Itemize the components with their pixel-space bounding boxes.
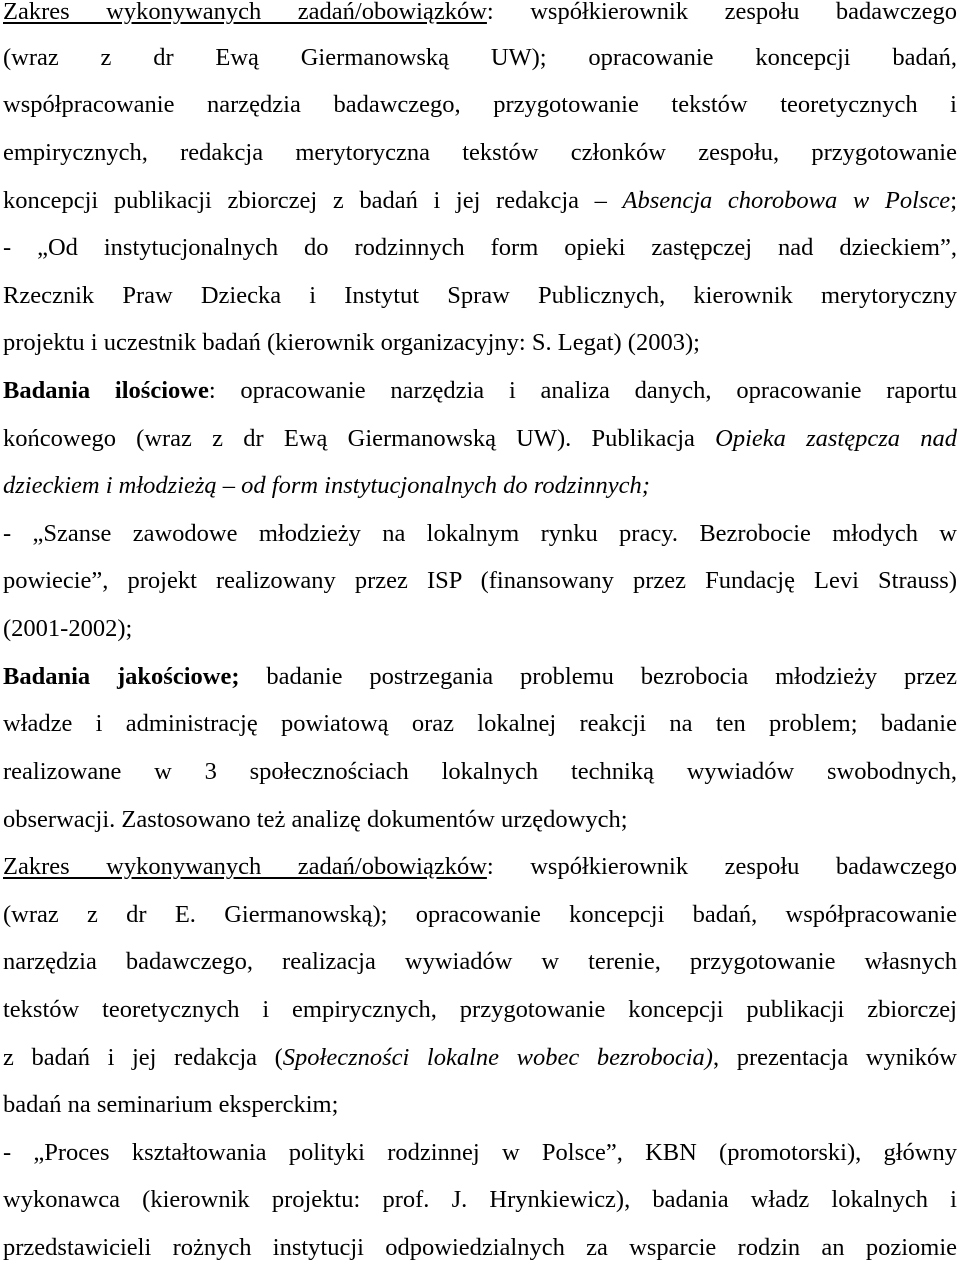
text-line xyxy=(3,469,957,503)
text-run: obserwacji. Zastosowano też analizę dokumentów urzędowych; xyxy=(3,806,628,833)
text-line xyxy=(3,1183,957,1217)
text-line xyxy=(3,564,957,598)
text-run: projektu i uczestnik badań (kierownik organizacyjny: S. Legat) (2003); xyxy=(3,329,700,356)
text-run: - „Od instytucjonalnych do rodzinnych form opieki zastępczej nad dzieckiem”, xyxy=(3,234,957,261)
text-run: przedstawicieli rożnych instytucji odpowiedzialnych za wsparcie rodzin an poziomie xyxy=(3,1234,957,1261)
text-line xyxy=(3,850,957,884)
text-run: (wraz z dr Ewą Giermanowską UW); opracowanie koncepcji badań, xyxy=(3,44,957,71)
text-line xyxy=(3,184,957,218)
publication-title: Absencja chorobowa w Polsce xyxy=(622,187,951,214)
text-line xyxy=(3,898,957,932)
section-label-underlined: Zakres wykonywanych zadań/obowiązków xyxy=(3,0,487,25)
text-run: - „Szanse zawodowe młodzieży na lokalnym rynku pracy. Bezrobocie młodych w xyxy=(3,520,957,547)
publication-title: Społeczności lokalne wobec bezrobocia) xyxy=(282,1044,713,1071)
text-run: tekstów teoretycznych i empirycznych, przygotowanie koncepcji publikacji zbiorczej xyxy=(3,996,957,1023)
text-run: z badań i jej redakcja ( xyxy=(3,1044,283,1071)
text-line xyxy=(3,279,957,313)
text-run: , prezentacja wyników xyxy=(712,1044,957,1071)
text-line xyxy=(3,41,957,75)
text-run: empirycznych, redakcja merytoryczna tekstów członków zespołu, przygotowanie xyxy=(3,139,957,166)
section-label-underlined: Zakres wykonywanych zadań/obowiązków xyxy=(3,853,487,880)
text-run: narzędzia badawczego, realizacja wywiadów w terenie, przygotowanie własnych xyxy=(3,948,957,975)
text-run: realizowane w 3 społecznościach lokalnych techniką wywiadów swobodnych, xyxy=(3,758,957,785)
text-line xyxy=(3,517,957,551)
text-line xyxy=(3,1136,957,1170)
text-line xyxy=(3,707,957,741)
text-line xyxy=(3,803,957,837)
text-run: końcowego (wraz z dr Ewą Giermanowską UW). Publikacja xyxy=(3,425,716,452)
text-run: : opracowanie narzędzia i analiza danych, opracowanie raportu xyxy=(208,377,958,404)
text-run: (2001-2002); xyxy=(3,615,133,642)
text-line xyxy=(3,326,957,360)
text-line xyxy=(3,660,957,694)
section-label-bold: Badania jakościowe; xyxy=(3,663,240,690)
text-run: koncepcji publikacji zbiorczej z badań i jej redakcja – xyxy=(3,187,623,214)
text-run: ; xyxy=(950,187,957,214)
text-line xyxy=(3,1041,957,1075)
text-line xyxy=(3,1231,957,1265)
text-run: - „Proces kształtowania polityki rodzinnej w Polsce”, KBN (promotorski), główny xyxy=(3,1139,957,1166)
text-line xyxy=(3,945,957,979)
text-line xyxy=(3,231,957,265)
text-line xyxy=(3,422,957,456)
text-run: (wraz z dr E. Giermanowską); opracowanie koncepcji badań, współpracowanie xyxy=(3,901,957,928)
text-run: współpracowanie narzędzia badawczego, przygotowanie tekstów teoretycznych i xyxy=(3,91,957,118)
text-line xyxy=(3,374,957,408)
publication-title: Opieka zastępcza nad xyxy=(715,425,957,452)
text-line xyxy=(3,612,957,646)
section-label-bold: Badania ilościowe xyxy=(3,377,209,404)
text-line xyxy=(3,88,957,122)
text-line xyxy=(3,1088,957,1122)
text-line xyxy=(3,755,957,789)
publication-title: dzieckiem i młodzieżą – od form instytucjonalnych do rodzinnych; xyxy=(3,472,650,499)
text-line xyxy=(3,136,957,170)
text-run: badań na seminarium eksperckim; xyxy=(3,1091,339,1118)
text-run: : współkierownik zespołu badawczego xyxy=(486,0,957,25)
text-line xyxy=(3,0,957,29)
text-line xyxy=(3,993,957,1027)
text-run: władze i administrację powiatową oraz lokalnej reakcji na ten problem; badanie xyxy=(3,710,957,737)
text-run: Rzecznik Praw Dziecka i Instytut Spraw Publicznych, kierownik merytoryczny xyxy=(3,282,957,309)
text-run: badanie postrzegania problemu bezrobocia młodzieży przez xyxy=(239,663,957,690)
text-run: powiecie”, projekt realizowany przez ISP (finansowany przez Fundację Levi Strauss) xyxy=(3,567,957,594)
text-run: wykonawca (kierownik projektu: prof. J. Hrynkiewicz), badania władz lokalnych i xyxy=(3,1186,957,1213)
text-run: : współkierownik zespołu badawczego xyxy=(486,853,957,880)
